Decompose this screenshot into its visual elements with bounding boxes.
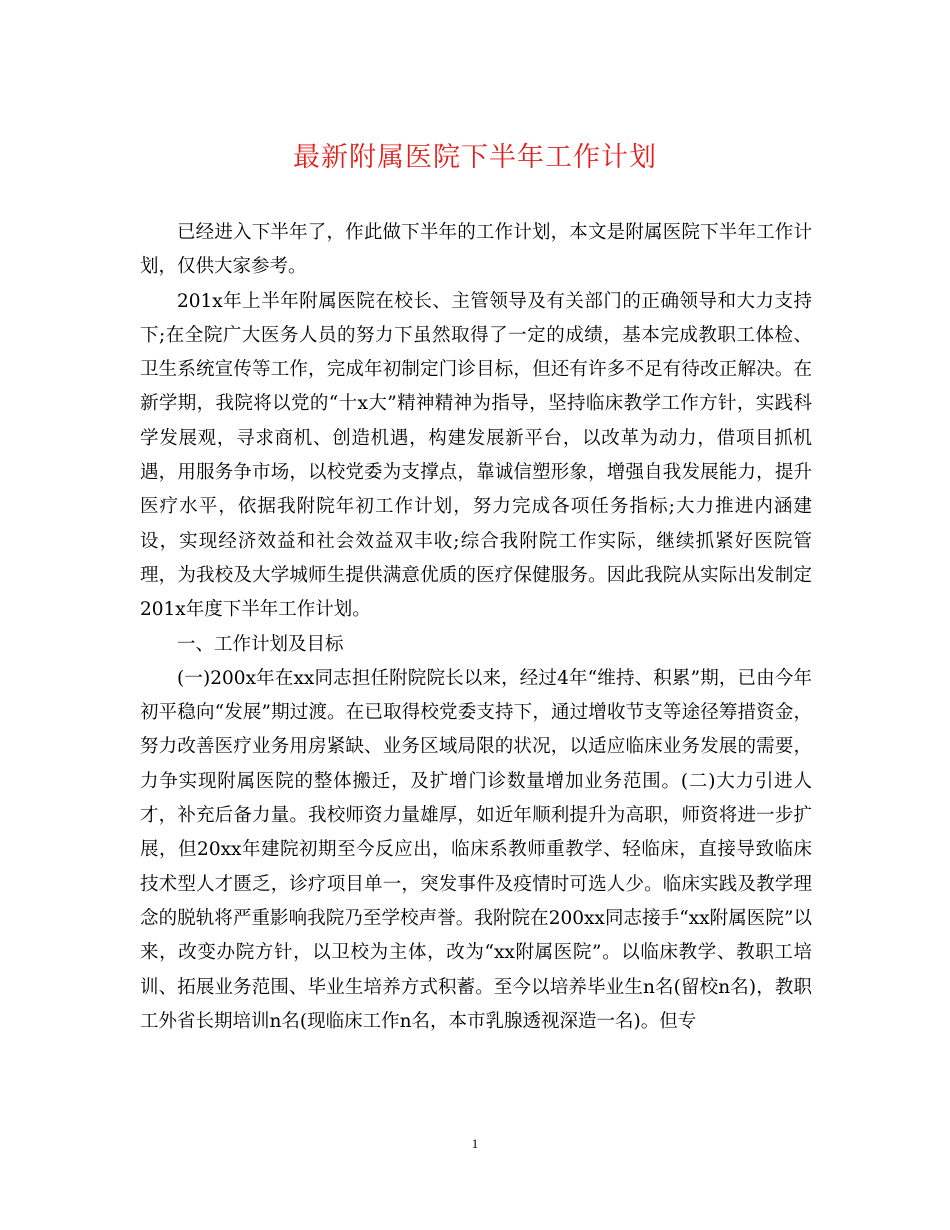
paragraph-plan-details: (一)200x年在xx同志担任附院院长以来，经过4年“维持、积累”期，已由今年初平稳向“发展”期过渡。在已取得校党委支持下，通过增收节支等途径筹措资金，努力改善医疗业务用房紧缺、业务区域局限的状况，以适应临床业务发展的需要，力争实现附属医院的整体搬迁，及扩增门诊数量增加业务范围。(二)大力引进人才，补充后备力量。我校师资力量雄厚，如近年顺利提升为高职，师资将进一步扩展，但20xx年建院初期至今反应出，临床系教师重教学、轻临床，直接导致临床技术型人才匮乏，诊疗项目单一，突发事件及疫情时可选人少。临床实践及教学理念的脱轨将严重影响我院乃至学校声誉。我附院在200xx同志接手“xx附属医院”以来，改变办院方针，以卫校为主体，改为“xx附属医院”。以临床教学、教职工培训、拓展业务范围、毕业生培养方式积蓄。至今以培养毕业生n名(留校n名)，教职工外省长期培训n名(现临床工作n名，本市乳腺透视深造一名)。但专: [140, 667, 812, 1032]
document-body: [140, 216, 812, 1039]
page-number: 1: [471, 1136, 479, 1151]
section-heading: 一、工作计划及目标: [177, 633, 344, 655]
document-title: 最新附属医院下半年工作计划: [293, 142, 657, 173]
paragraph-summary: 201x年上半年附属医院在校长、主管领导及有关部门的正确领导和大力支持下;在全院广大医务人员的努力下虽然取得了一定的成绩，基本完成教职工体检、卫生系统宣传等工作，完成年初制定门诊目标，但还有许多不足有待改正解决。在新学期，我院将以党的“十x大”精神精神为指导，坚持临床教学工作方针，实践科学发展观，寻求商机、创造机遇，构建发展新平台，以改革为动力，借项目抓机遇，用服务争市场，以校党委为支撑点，靠诚信塑形象，增强自我发展能力，提升医疗水平，依据我附院年初工作计划，努力完成各项任务指标;大力推进内涵建设，实现经济效益和社会效益双丰收;综合我附院工作实际，继续抓紧好医院管理，为我校及大学城师生提供满意优质的医疗保健服务。因此我院从实际出发制定201x年度下半年工作计划。: [140, 290, 812, 621]
paragraph-intro: 已经进入下半年了，作此做下半年的工作计划，本文是附属医院下半年工作计划，仅供大家参考。: [140, 222, 812, 278]
